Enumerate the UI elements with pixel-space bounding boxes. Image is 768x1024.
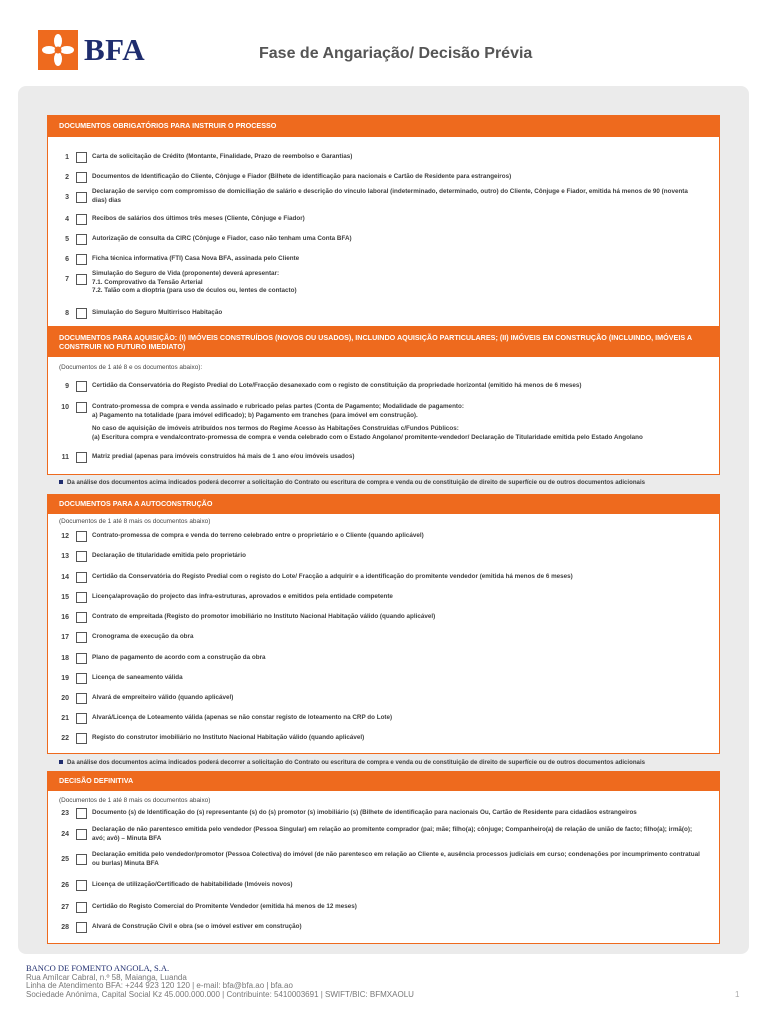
item-number: 12	[61, 533, 69, 540]
item-text: Recibos de salários dos últimos três meses (Cliente, Cônjuge e Fiador)	[92, 215, 305, 222]
item-number: 19	[61, 675, 69, 682]
item-number: 18	[61, 655, 69, 662]
footer-contact: Linha de Atendimento BFA: +244 923 120 120 | e-mail: bfa@bfa.ao | bfa.ao	[26, 981, 293, 991]
item-number: 6	[65, 256, 69, 263]
logo-text: BFA	[84, 32, 146, 67]
item-checkbox[interactable]	[76, 693, 87, 704]
item-text: Simulação do Seguro Multirrisco Habitação	[92, 309, 223, 316]
item-text: Registo do construtor imobiliário no Instituto Nacional Habitação válido (quando aplicável)	[92, 734, 365, 741]
item-number: 11	[61, 454, 69, 461]
checklist-item	[57, 451, 707, 471]
item-text-line: Contrato-promessa de compra e venda assinado e rubricado pelas partes (Conta de Pagamento; Modalidade de pagamento:	[92, 403, 464, 410]
bfa-logo	[38, 30, 158, 72]
item-number: 28	[61, 924, 69, 931]
note-label: Da análise dos documentos acima indicados poderá decorrer a solicitação do Contrato ou escritura de compra e venda ou de constituição de direito de superfície ou de outros documentos adicionais	[67, 759, 646, 766]
checklist-item	[57, 901, 707, 921]
note-text	[59, 479, 645, 486]
checklist-item	[57, 807, 707, 827]
item-checkbox[interactable]	[76, 152, 87, 163]
checklist-item	[57, 879, 707, 899]
item-text: Contrato de empreitada (Registo do promotor imobiliário no Instituto Nacional Habitação válido (quando aplicável)	[92, 613, 436, 620]
item-number: 13	[61, 553, 69, 560]
item-number: 2	[65, 174, 69, 181]
section-heading: DOCUMENTOS OBRIGATÓRIOS PARA INSTRUIR O PROCESSO	[47, 115, 720, 137]
item-text-line: 7.1. Comprovativo da Tensão Arterial	[92, 278, 203, 286]
checklist-item	[57, 921, 707, 941]
item-text: Ficha técnica informativa (FTI) Casa Nova BFA, assinada pelo Cliente	[92, 255, 300, 262]
checklist-item	[57, 672, 707, 692]
item-text: Declaração de titularidade emitida pelo proprietário	[92, 552, 246, 559]
footer-address: Rua Amílcar Cabral, n.º 58, Maianga, Luanda	[26, 972, 187, 982]
item-number: 27	[61, 904, 69, 911]
item-text-line: a) Pagamento na totalidade (para imóvel edificado); b) Pagamento em tranches (para imóvel em construção).	[92, 411, 418, 419]
bullet-square-icon	[59, 480, 63, 484]
item-number: 14	[61, 574, 69, 581]
bullet-square-icon	[59, 760, 63, 764]
item-text: Licença de utilização/Certificado de habitabilidade (Imóveis novos)	[92, 881, 293, 888]
item-checkbox[interactable]	[76, 452, 87, 463]
item-checkbox[interactable]	[76, 854, 87, 865]
item-checkbox[interactable]	[76, 592, 87, 603]
item-text-line: Simulação do Seguro de Vida (proponente) deverá apresentar:	[92, 270, 280, 277]
item-checkbox[interactable]	[76, 713, 87, 724]
checklist-item	[57, 188, 707, 212]
section-heading: DECISÃO DEFINITIVA	[47, 771, 720, 791]
item-text: Contrato-promessa de compra e venda do terreno celebrado entre o proprietário e o Cliente (quando aplicável)	[92, 532, 424, 539]
item-checkbox[interactable]	[76, 531, 87, 542]
checklist-item	[57, 401, 707, 447]
item-text: Documentos de Identificação do Cliente, Cônjuge e Fiador (Bilhete de identificação para nacionais e Cartão de Residente para estrangeiros)	[92, 173, 512, 180]
item-checkbox[interactable]	[76, 234, 87, 245]
checklist-item	[57, 591, 707, 611]
item-number: 1	[65, 154, 69, 161]
section-heading: DOCUMENTOS PARA AQUISIÇÃO: (I) IMÓVEIS CONSTRUÍDOS (NOVOS OU USADOS), INCLUINDO AQUISIÇÃO PARTICULARES; (II) IMÓVEIS EM CONSTRUÇÃO (INCLUINDO, IMÓVEIS A CONSTRUIR NO FUTURO IMEDIATO)	[47, 327, 720, 357]
item-text: Alvará de empreiteiro válido (quando aplicável)	[92, 694, 234, 701]
item-number: 4	[65, 216, 69, 223]
item-number: 10	[61, 404, 69, 411]
item-text: Certidão do Registo Comercial do Promitente Vendedor (emitida há menos de 12 meses)	[92, 903, 357, 910]
item-text-line: 7.2. Talão com a dioptria (para uso de óculos ou, lentes de contacto)	[92, 287, 297, 294]
checklist-item	[57, 631, 707, 651]
item-text	[92, 403, 704, 442]
item-checkbox[interactable]	[76, 808, 87, 819]
page-title: Fase de Angariação/ Decisão Prévia	[259, 45, 533, 62]
item-number: 21	[61, 715, 69, 722]
checklist-item	[57, 233, 707, 253]
item-checkbox[interactable]	[76, 673, 87, 684]
item-text: Alvará de Construção Civil e obra (se o imóvel estiver em construção)	[92, 923, 302, 930]
item-text: Plano de pagamento de acordo com a construção da obra	[92, 654, 266, 661]
section-subheading: (Documentos de 1 até 8 e os documentos abaixo):	[59, 364, 203, 371]
item-checkbox[interactable]	[76, 308, 87, 319]
item-number: 22	[61, 735, 69, 742]
item-number: 9	[65, 383, 69, 390]
checklist-item	[57, 571, 707, 591]
item-checkbox[interactable]	[76, 572, 87, 583]
section-subheading: (Documentos de 1 até 8 mais os documentos abaixo)	[59, 797, 211, 804]
item-checkbox[interactable]	[76, 733, 87, 744]
item-number: 17	[61, 634, 69, 641]
item-number: 15	[61, 594, 69, 601]
item-checkbox[interactable]	[76, 902, 87, 913]
item-checkbox[interactable]	[76, 551, 87, 562]
item-checkbox[interactable]	[76, 381, 87, 392]
item-text: Documento (s) de Identificação do (s) representante (s) do (s) promotor (s) imobiliário (s) (Bilhete de identificação para nacionais Ou, Cartão de Residente para cidadãos estrangeiros	[92, 809, 637, 816]
item-checkbox[interactable]	[76, 632, 87, 643]
item-number: 5	[65, 236, 69, 243]
checklist-item	[57, 380, 707, 400]
checklist-item	[57, 611, 707, 631]
item-text: Certidão da Conservatória do Registo Predial do Lote/Fracção desanexado com o registo de constituição da propriedade horizontal (emitido há menos de 6 meses)	[92, 382, 582, 389]
item-checkbox[interactable]	[76, 192, 87, 203]
item-text: Matriz predial (apenas para imóveis construídos há mais de 1 ano e/ou imóveis usados)	[92, 453, 355, 460]
item-checkbox[interactable]	[76, 402, 87, 413]
item-checkbox[interactable]	[76, 922, 87, 933]
item-text: Declaração de não parentesco emitida pelo vendedor (Pessoa Singular) em relação ao promitente comprador (pai; mãe; filho(a); cônjuge; Companheiro(a) de relação de união de facto; filho(a); irmã(o); avó; avô) – Minuta BFA	[92, 826, 693, 842]
item-text: Declaração emitida pelo vendedor/promotor (Pessoa Colectiva) do imóvel (de não parentesco em relação ao Cliente e, ausência processos judiciais em curso; condenações por incumprimento contratual ou burlas) Minuta BFA	[92, 851, 700, 867]
item-text: Declaração de serviço com compromisso de domiciliação de salário e descrição do vínculo laboral (indeterminado, determinado, outro) do Cliente, Cônjuge e Fiador, emitida há menos de 90 (noventa dias) dias	[92, 188, 688, 204]
footer-bank-name: BANCO DE FOMENTO ANGOLA, S.A.	[26, 963, 170, 973]
item-number: 7	[65, 276, 69, 283]
checklist-item	[57, 213, 707, 233]
item-checkbox[interactable]	[76, 653, 87, 664]
item-number: 8	[65, 310, 69, 317]
checklist-item	[57, 550, 707, 570]
checklist-item	[57, 652, 707, 672]
note-label: Da análise dos documentos acima indicados poderá decorrer a solicitação do Contrato ou escritura de compra e venda ou de constituição de direito de superfície ou de outros documentos adicionais	[67, 479, 646, 486]
checklist-item	[57, 826, 707, 848]
checklist-item	[57, 530, 707, 550]
item-number: 16	[61, 614, 69, 621]
item-number: 20	[61, 695, 69, 702]
flower-logo-icon	[38, 30, 78, 70]
item-text: Carta de solicitação de Crédito (Montante, Finalidade, Prazo de reembolso e Garantias)	[92, 153, 353, 160]
item-number: 26	[61, 882, 69, 889]
item-text: Certidão da Conservatória do Registo Predial com o registo do Lote/ Fracção a adquirir e a identificação do promitente vendedor (emitida há menos de 6 meses)	[92, 573, 573, 580]
checklist-item	[57, 307, 707, 327]
item-text-line: (a) Escritura compra e venda/contrato-promessa de compra e venda celebrado com o Estado Angolano/ promitente-vendedor/ Declaração de Titularidade emitida pelo Estado Angolano	[92, 433, 643, 441]
item-checkbox[interactable]	[76, 880, 87, 891]
item-text	[92, 270, 704, 296]
checklist-item	[57, 712, 707, 732]
item-checkbox[interactable]	[76, 254, 87, 265]
footer	[26, 964, 414, 1000]
item-text: Licença/aprovação do projecto das infra-estruturas, aprovados e emitidos pela entidade competente	[92, 593, 393, 600]
item-text: Alvará/Licença de Loteamento válida (apenas se não constar registo de loteamento na CRP do Lote)	[92, 714, 393, 721]
item-checkbox[interactable]	[76, 829, 87, 840]
item-checkbox[interactable]	[76, 612, 87, 623]
item-checkbox[interactable]	[76, 172, 87, 183]
item-text: Cronograma de execução da obra	[92, 633, 194, 640]
item-text: Licença de saneamento válida	[92, 674, 183, 681]
checklist-item	[57, 151, 707, 171]
item-text: Autorização de consulta da CIRC (Cônjuge e Fiador, caso não tenham uma Conta BFA)	[92, 235, 352, 242]
item-text-line: No caso de aquisição de imóveis atribuídos nos termos do Regime Acesso às Habitações Construídas c/Fundos Públicos:	[92, 425, 459, 432]
item-checkbox[interactable]	[76, 214, 87, 225]
footer-legal: Sociedade Anónima, Capital Social Kz 45.000.000.000 | Contribuinte: 5410003691 | SWIFT/BIC: BFMXAOLU	[26, 990, 414, 1000]
checklist-item	[57, 270, 707, 300]
page-number: 1	[735, 990, 740, 999]
item-checkbox[interactable]	[76, 274, 87, 285]
note-text	[59, 759, 645, 766]
item-number: 25	[61, 856, 69, 863]
section-heading: DOCUMENTOS PARA A AUTOCONSTRUÇÃO	[47, 494, 720, 514]
item-number: 24	[61, 831, 69, 838]
item-number: 3	[65, 194, 69, 201]
checklist-item	[57, 851, 707, 873]
section-subheading: (Documentos de 1 até 8 mais os documentos abaixo)	[59, 518, 211, 525]
item-number: 23	[61, 810, 69, 817]
checklist-item	[57, 732, 707, 752]
checklist-item	[57, 692, 707, 712]
